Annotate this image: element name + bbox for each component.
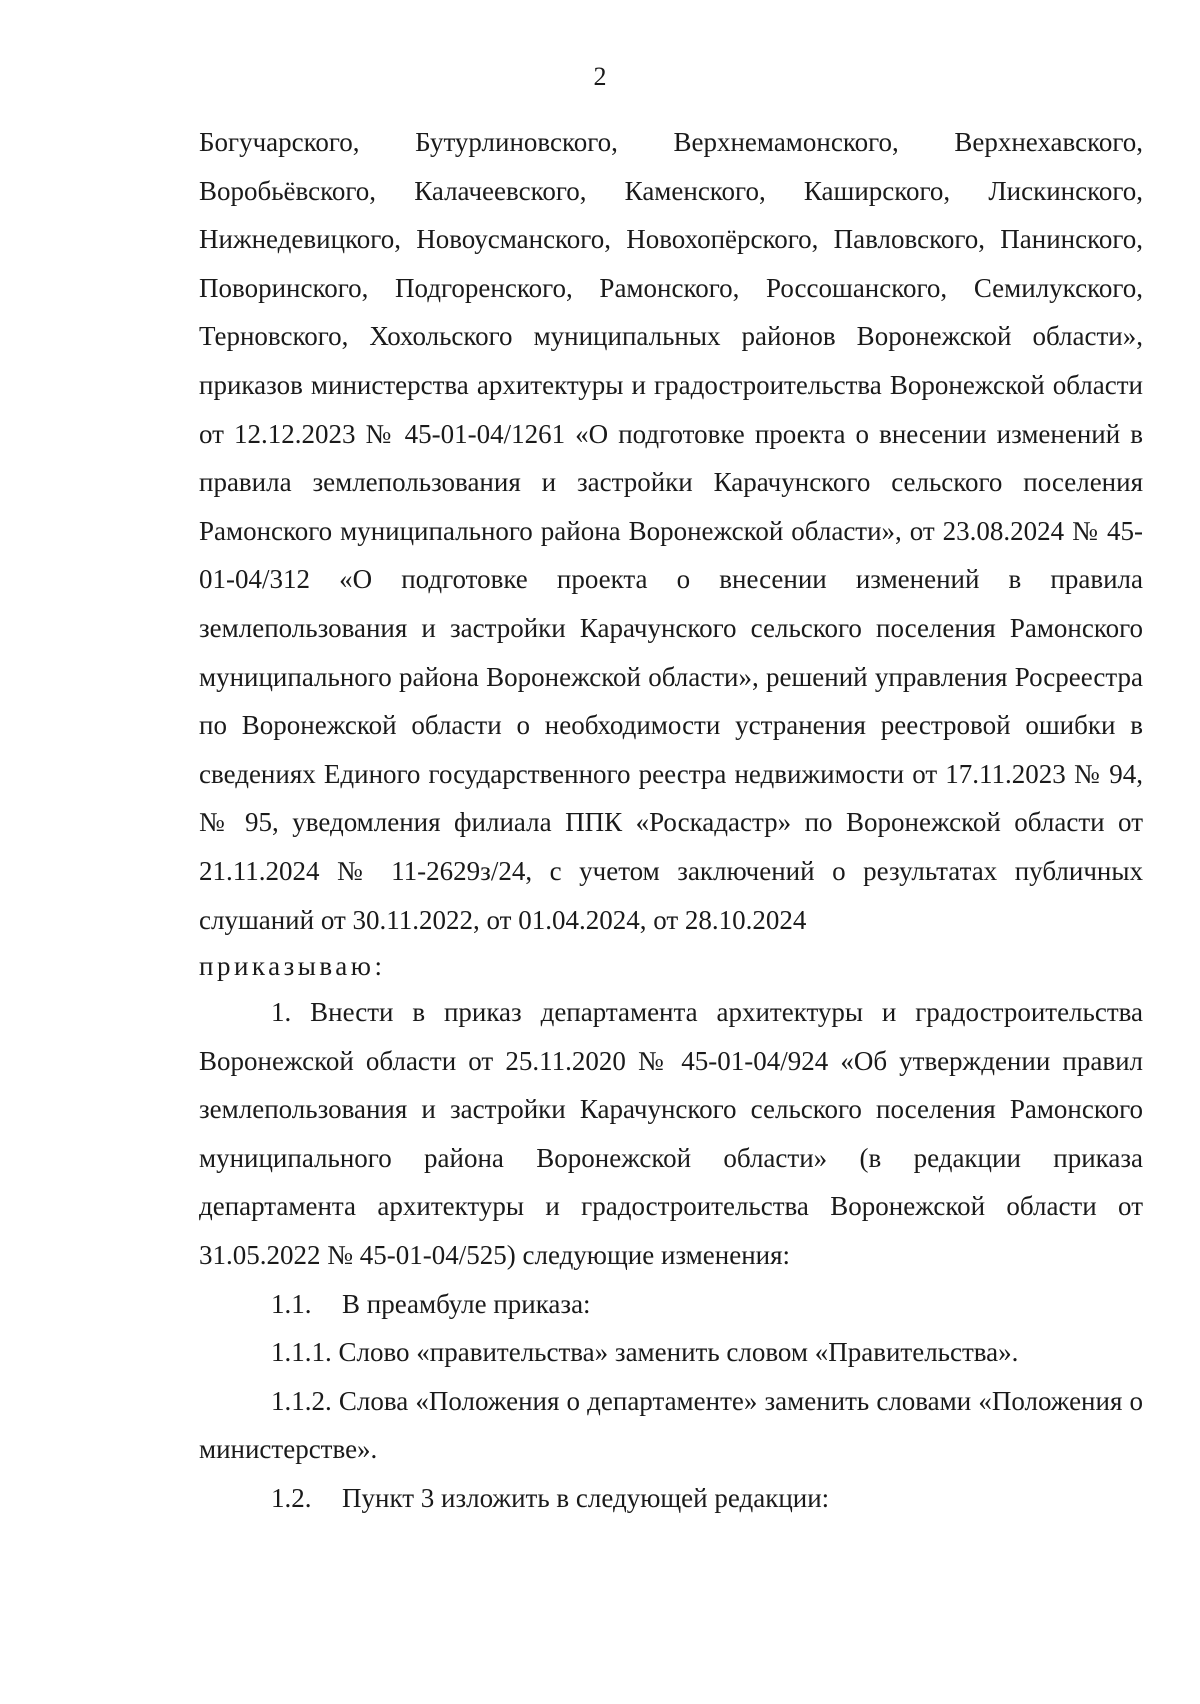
item-1-1-text: В преамбуле приказа:: [342, 1288, 591, 1319]
item-1-2-text: Пункт 3 изложить в следующей редакции:: [342, 1483, 830, 1514]
page-number: 2: [593, 62, 607, 91]
item-1-1-2: 1.1.2. Слова «Положения о департаменте» заменить словами «Положения о министерстве».: [199, 1385, 1143, 1465]
item-1-1: [199, 1280, 1143, 1329]
item-1-1-number: 1.1.: [271, 1288, 312, 1319]
paragraph-preamble-continuation: Богучарского, Бутурлиновского, Верхнемамонского, Верхнехавского, Воробьёвского, Калачеевского, Каменского, Каширского, Лискинского, Нижнедевицкого, Новоусманского, Новохопёрского, Павловского, Панинского, Поворинского, Подгоренского, Рамонского, Россошанского, Семилукского, Терновского, Хохольского муниципальных районов Воронежской области», приказов министерства архитектуры и градостроительства Воронежской области от 12.12.2023 № 45-01-04/1261 «О подготовке проекта о внесении изменений в правила землепользования и застройки Карачунского сельского поселения Рамонского муниципального района Воронежской области», от 23.08.2024 № 45-01-04/312 «О подготовке проекта о внесении изменений в правила землепользования и застройки Карачунского сельского поселения Рамонского муниципального района Воронежской области», решений управления Росреестра по Воронежской области о необходимости устранения реестровой ошибки в сведениях Единого государственного реестра недвижимости от 17.11.2023 № 94, № 95, уведомления филиала ППК «Роскадастр» по Воронежской области от 21.11.2024 № 11-2629з/24, с учетом заключений о результатах публичных слушаний от 30.11.2022, от 01.04.2024, от 28.10.2024: [199, 127, 1143, 935]
item-1-2-number: 1.2.: [271, 1483, 312, 1514]
item-1-1-1: 1.1.1. Слово «правительства» заменить словом «Правительства».: [271, 1337, 1019, 1368]
item-1-2: [199, 1474, 1143, 1523]
document-body: [199, 118, 1143, 1523]
paragraph-item-1: 1. Внести в приказ департамента архитектуры и градостроительства Воронежской области от 25.11.2020 № 45-01-04/924 «Об утверждении правил землепользования и застройки Карачунского сельского поселения Рамонского муниципального района Воронежской области» (в редакции приказа департамента архитектуры и градостроительства Воронежской области от 31.05.2022 № 45-01-04/525) следующие изменения:: [199, 997, 1143, 1271]
decree-word: приказываю:: [199, 951, 386, 982]
